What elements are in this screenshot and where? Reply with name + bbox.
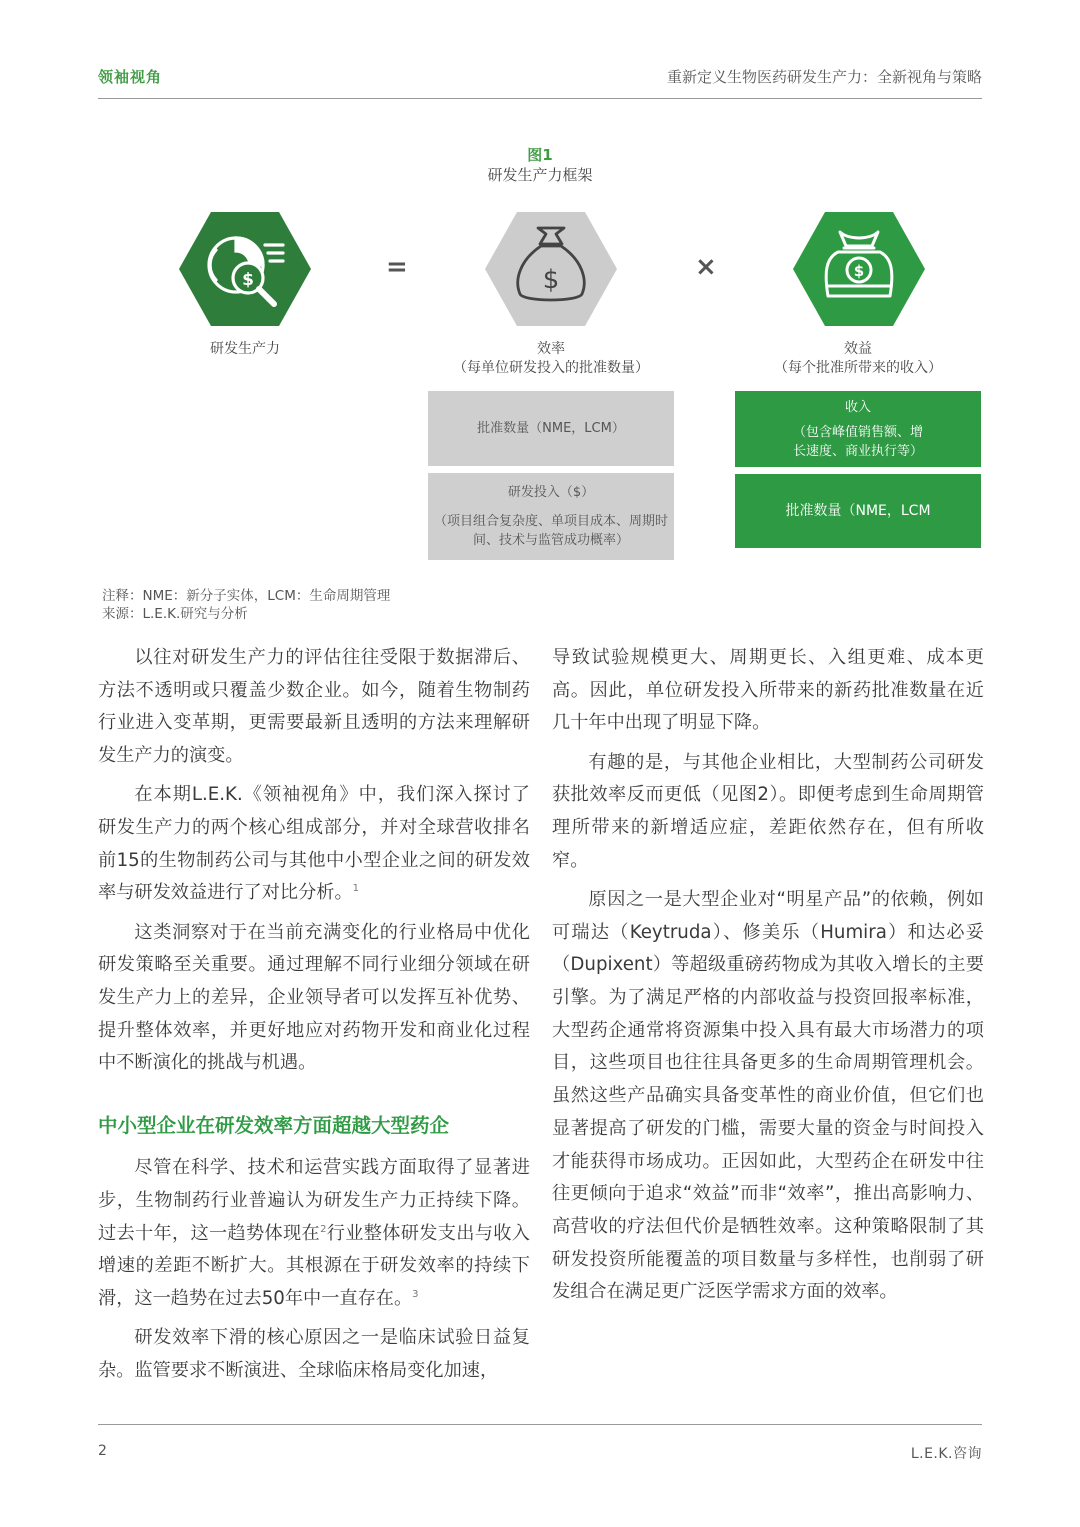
paragraph: 这类洞察对于在当前充满变化的行业格局中优化研发策略至关重要。通过理解不同行业细分领域在研发生产力上的差异，企业领导者可以发挥互补优势、提升整体效率，并更好地应对药物开发和商业化过程中不断演化的挑战与机遇。 — [98, 921, 530, 1074]
effectiveness-numerator-line2: 长速度、商业执行等） — [792, 443, 923, 459]
efficiency-numerator-box — [428, 391, 674, 466]
footnote-ref: 2 — [320, 1223, 327, 1235]
effectiveness-hexagon — [792, 210, 926, 328]
efficiency-numerator-text: 批准数量（NME，LCM） — [477, 421, 625, 436]
efficiency-denominator-title: 研发投入（$） — [507, 485, 595, 500]
section-heading: 中小型企业在研发效率方面超越大型药企 — [98, 1114, 450, 1138]
efficiency-sublabel: （每单位研发投入的批准数量） — [453, 360, 649, 376]
footer-divider — [98, 1424, 982, 1425]
footnote-ref: 3 — [412, 1288, 419, 1300]
effectiveness-label: 效益 — [844, 341, 872, 357]
efficiency-denominator-line1: （项目组合复杂度、单项目成本、周期时 — [433, 514, 668, 529]
section-label: 领袖视角 — [98, 68, 163, 86]
figure-note: 注释：NME：新分子实体，LCM：生命周期管理 — [102, 588, 391, 604]
figure-number: 图1 — [527, 146, 553, 164]
efficiency-denominator-box — [428, 473, 674, 560]
paragraph: 原因之一是大型企业对“明星产品”的依赖，例如可瑞达（Keytruda）、修美乐（Humira）和达必妥（Dupixent）等超级重磅药物成为其收入增长的主要引擎。为了满足严格的内部收益与投资回报率标准，大型药企通常将资源集中投入具有最大市场潜力的项目，这些项目也往往具备更多的生命周期管理机会。虽然这些产品确实具备变革性的商业价值，但它们也显著提高了研发的门槛，需要大量的资金与时间投入才能获得市场成功。正因如此，大型药企在研发中往往更倾向于追求“效益”而非“效率”，推出高影响力、高营收的疗法但代价是牺牲效率。这种策略限制了其研发投资所能覆盖的项目数量与多样性，也削弱了研发组合在满足更广泛医学需求方面的效率。 — [552, 888, 984, 1303]
effectiveness-numerator-box — [735, 391, 981, 467]
dollar-glyph: $ — [542, 265, 560, 295]
dollar-glyph: $ — [242, 270, 254, 290]
effectiveness-numerator-title: 收入 — [844, 399, 871, 415]
header-divider — [98, 98, 982, 99]
left-column — [98, 642, 530, 1394]
figure-source: 来源：L.E.K.研究与分析 — [102, 606, 248, 622]
effectiveness-denominator-text: 批准数量（NME，LCM — [785, 502, 931, 519]
figure-title: 研发生产力框架 — [487, 166, 593, 184]
efficiency-label: 效率 — [537, 341, 565, 357]
effectiveness-numerator-line1: （包含峰值销售额、增 — [792, 424, 923, 440]
right-column — [552, 642, 984, 1316]
productivity-label: 研发生产力 — [210, 341, 280, 357]
paragraph: 在本期L.E.K.《领袖视角》中，我们深入探讨了研发生产力的两个核心组成部分，并对全球营收排名前15的生物制药公司与其他中小型企业之间的研发效率与研发效益进行了对比分析。$^1$ — [98, 784, 530, 904]
effectiveness-sublabel: （每个批准所带来的收入） — [774, 360, 942, 376]
effectiveness-denominator-box — [735, 474, 981, 548]
document-title: 重新定义生物医药研发生产力：全新视角与策略 — [666, 68, 982, 86]
footnote-ref: 1 — [352, 883, 360, 895]
paragraph: 尽管在科学、技术和运营实践方面取得了显著进步，生物制药行业普遍认为研发生产力正持续下降。过去十年，这一趋势体现在$^2$行业整体研发支出与收入增速的差距不断扩大。其根源在于研发效率的持续下滑，这一趋势在过去50年中一直存在。$^3$ — [98, 1157, 530, 1309]
efficiency-denominator-line2: 间、技术与监管成功概率） — [472, 533, 629, 548]
paragraph: 研发效率下滑的核心原因之一是临床试验日益复杂。监管要求不断演进、全球临床格局变化加速， — [98, 1327, 530, 1381]
dollar-glyph: $ — [853, 262, 865, 280]
brand-name: L.E.K.咨询 — [910, 1446, 982, 1462]
equals-sign: = — [386, 252, 408, 282]
paragraph: 导致试验规模更大、周期更长、入组更难、成本更高。因此，单位研发投入所带来的新药批准数量在近几十年中出现了明显下降。 — [552, 647, 984, 734]
times-sign: × — [695, 252, 717, 282]
paragraph: 有趣的是，与其他企业相比，大型制药公司研发获批效率反而更低（见图2）。即便考虑到生命周期管理所带来的新增适应症，差距依然存在，但有所收窄。 — [552, 751, 984, 871]
productivity-hexagon — [178, 210, 312, 328]
paragraph: 以往对研发生产力的评估往往受限于数据滞后、方法不透明或只覆盖少数企业。如今，随着生物制药行业进入变革期，更需要最新且透明的方法来理解研发生产力的演变。 — [98, 647, 530, 767]
page-number: 2 — [98, 1443, 107, 1459]
efficiency-hexagon — [484, 210, 618, 328]
